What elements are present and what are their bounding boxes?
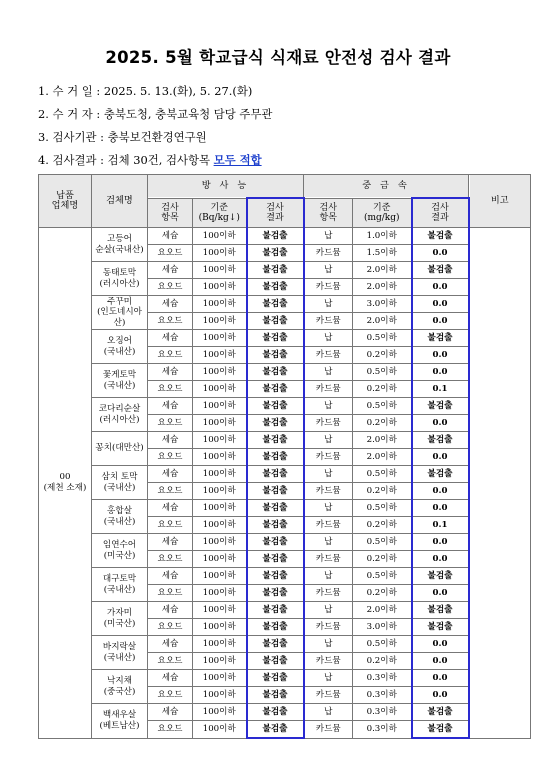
food-name-cell: 대구토막 (국내산) — [92, 568, 148, 602]
hm-result-cell: 0.0 — [412, 364, 469, 381]
food-name-cell: 홍합살 (국내산) — [92, 500, 148, 534]
hm-std-cell: 2.0이하 — [353, 449, 412, 466]
rad-item-cell: 세슘 — [148, 262, 193, 279]
rad-result-cell: 불검출 — [247, 296, 304, 313]
info-value: 충북보건환경연구원 — [107, 130, 207, 144]
hm-std-cell: 0.2이하 — [353, 347, 412, 364]
rad-item-cell: 세슘 — [148, 602, 193, 619]
food-name-cell: 임연수어 (미국산) — [92, 534, 148, 568]
rad-std-cell: 100이하 — [193, 313, 247, 330]
hm-result-cell: 0.0 — [412, 347, 469, 364]
rad-result-cell: 불검출 — [247, 687, 304, 704]
rad-item-cell: 세슘 — [148, 534, 193, 551]
hm-std-cell: 2.0이하 — [353, 313, 412, 330]
hm-item-cell: 카드뮴 — [304, 687, 353, 704]
food-name-cell: 가자미 (미국산) — [92, 602, 148, 636]
rad-std-cell: 100이하 — [193, 517, 247, 534]
food-name-cell: 코다리순살 (러시아산) — [92, 398, 148, 432]
hm-item-cell: 납 — [304, 568, 353, 585]
header-category: 납품 업체명 — [39, 175, 92, 228]
hm-item-cell: 카드뮴 — [304, 313, 353, 330]
rad-result-cell: 불검출 — [247, 517, 304, 534]
rad-result-cell: 불검출 — [247, 670, 304, 687]
rad-result-cell: 불검출 — [247, 483, 304, 500]
header-rad-std: 기준 (Bq/kg↓) — [193, 198, 247, 228]
food-name-cell: 주꾸미 (인도네시아산) — [92, 296, 148, 330]
hm-std-cell: 0.2이하 — [353, 483, 412, 500]
note-cell — [469, 228, 531, 739]
info-value: 2025. 5. 13.(화), 5. 27.(화) — [103, 84, 253, 98]
rad-item-cell: 요오드 — [148, 279, 193, 296]
rad-std-cell: 100이하 — [193, 704, 247, 721]
rad-result-cell: 불검출 — [247, 585, 304, 602]
header-note: 비고 — [469, 175, 531, 228]
hm-std-cell: 0.5이하 — [353, 466, 412, 483]
header-heavy-metal: 중 금 속 — [304, 175, 469, 199]
hm-std-cell: 0.5이하 — [353, 636, 412, 653]
table-row — [39, 704, 531, 721]
rad-item-cell: 요오드 — [148, 551, 193, 568]
rad-item-cell: 요오드 — [148, 313, 193, 330]
rad-std-cell: 100이하 — [193, 636, 247, 653]
food-name-cell: 바지락살 (국내산) — [92, 636, 148, 670]
hm-item-cell: 카드뮴 — [304, 347, 353, 364]
hm-result-cell: 불검출 — [412, 228, 469, 245]
rad-result-cell: 불검출 — [247, 602, 304, 619]
rad-std-cell: 100이하 — [193, 432, 247, 449]
table-row — [39, 262, 531, 279]
rad-result-cell: 불검출 — [247, 636, 304, 653]
rad-std-cell: 100이하 — [193, 500, 247, 517]
food-name-cell: 고등어 순살(국내산) — [92, 228, 148, 262]
hm-std-cell: 2.0이하 — [353, 602, 412, 619]
hm-item-cell: 카드뮴 — [304, 517, 353, 534]
table-row — [39, 636, 531, 653]
table-row — [39, 296, 531, 313]
rad-std-cell: 100이하 — [193, 245, 247, 262]
hm-result-cell: 불검출 — [412, 619, 469, 636]
hm-result-cell: 불검출 — [412, 466, 469, 483]
info-line-collector — [38, 106, 272, 122]
food-name-cell: 동태토막 (러시아산) — [92, 262, 148, 296]
rad-std-cell: 100이하 — [193, 551, 247, 568]
hm-item-cell: 카드뮴 — [304, 585, 353, 602]
hm-std-cell: 2.0이하 — [353, 432, 412, 449]
hm-result-cell: 불검출 — [412, 568, 469, 585]
rad-item-cell: 요오드 — [148, 245, 193, 262]
rad-std-cell: 100이하 — [193, 585, 247, 602]
results-table-body — [39, 228, 531, 739]
table-row — [39, 670, 531, 687]
page-title: 2025. 5월 학교급식 식재료 안전성 검사 결과 — [105, 48, 451, 67]
rad-std-cell: 100이하 — [193, 262, 247, 279]
hm-result-cell: 0.0 — [412, 653, 469, 670]
rad-result-cell: 불검출 — [247, 279, 304, 296]
hm-item-cell: 카드뮴 — [304, 619, 353, 636]
hm-std-cell: 0.2이하 — [353, 653, 412, 670]
hm-result-cell: 불검출 — [412, 330, 469, 347]
hm-item-cell: 카드뮴 — [304, 449, 353, 466]
hm-result-cell: 0.0 — [412, 449, 469, 466]
rad-item-cell: 요오드 — [148, 619, 193, 636]
hm-item-cell: 납 — [304, 704, 353, 721]
rad-std-cell: 100이하 — [193, 534, 247, 551]
rad-result-cell: 불검출 — [247, 313, 304, 330]
header-rad-result: 검사 결과 — [247, 198, 304, 228]
hm-item-cell: 납 — [304, 432, 353, 449]
header-hm-std: 기준 (mg/kg) — [353, 198, 412, 228]
rad-std-cell: 100이하 — [193, 279, 247, 296]
hm-result-cell: 0.0 — [412, 279, 469, 296]
rad-result-cell: 불검출 — [247, 568, 304, 585]
hm-item-cell: 카드뮴 — [304, 483, 353, 500]
rad-item-cell: 세슘 — [148, 670, 193, 687]
header-radiation: 방 사 능 — [148, 175, 304, 199]
hm-item-cell: 카드뮴 — [304, 415, 353, 432]
hm-item-cell: 카드뮴 — [304, 279, 353, 296]
info-label: 1. 수 거 일 : — [38, 84, 101, 98]
rad-item-cell: 세슘 — [148, 398, 193, 415]
rad-std-cell: 100이하 — [193, 568, 247, 585]
table-row — [39, 330, 531, 347]
rad-std-cell: 100이하 — [193, 721, 247, 739]
hm-result-cell: 불검출 — [412, 398, 469, 415]
table-row — [39, 432, 531, 449]
hm-std-cell: 0.5이하 — [353, 568, 412, 585]
hm-result-cell: 불검출 — [412, 432, 469, 449]
table-row — [39, 466, 531, 483]
result-highlight: 모두 적합 — [213, 153, 262, 167]
rad-std-cell: 100이하 — [193, 687, 247, 704]
hm-std-cell: 0.5이하 — [353, 534, 412, 551]
rad-item-cell: 세슘 — [148, 364, 193, 381]
rad-item-cell: 세슘 — [148, 228, 193, 245]
hm-std-cell: 1.0이하 — [353, 228, 412, 245]
rad-std-cell: 100이하 — [193, 483, 247, 500]
header-rad-item: 검사 항목 — [148, 198, 193, 228]
hm-item-cell: 납 — [304, 296, 353, 313]
rad-result-cell: 불검출 — [247, 347, 304, 364]
rad-std-cell: 100이하 — [193, 619, 247, 636]
rad-std-cell: 100이하 — [193, 449, 247, 466]
rad-item-cell: 요오드 — [148, 347, 193, 364]
hm-result-cell: 0.0 — [412, 483, 469, 500]
table-row — [39, 228, 531, 245]
rad-item-cell: 요오드 — [148, 415, 193, 432]
food-name-cell: 꽁치(대만산) — [92, 432, 148, 466]
table-row — [39, 500, 531, 517]
hm-item-cell: 납 — [304, 636, 353, 653]
rad-item-cell: 세슘 — [148, 636, 193, 653]
info-line-result — [38, 152, 262, 168]
table-row — [39, 568, 531, 585]
hm-result-cell: 0.0 — [412, 245, 469, 262]
rad-item-cell: 요오드 — [148, 483, 193, 500]
hm-std-cell: 0.3이하 — [353, 687, 412, 704]
hm-item-cell: 납 — [304, 364, 353, 381]
hm-std-cell: 3.0이하 — [353, 619, 412, 636]
hm-item-cell: 납 — [304, 534, 353, 551]
table-row — [39, 364, 531, 381]
hm-item-cell: 납 — [304, 398, 353, 415]
header-hm-result: 검사 결과 — [412, 198, 469, 228]
hm-result-cell: 0.0 — [412, 585, 469, 602]
rad-item-cell: 요오드 — [148, 687, 193, 704]
rad-std-cell: 100이하 — [193, 466, 247, 483]
hm-item-cell: 카드뮴 — [304, 721, 353, 739]
rad-result-cell: 불검출 — [247, 534, 304, 551]
food-name-cell: 백새우살 (베트남산) — [92, 704, 148, 739]
hm-item-cell: 납 — [304, 330, 353, 347]
hm-result-cell: 0.0 — [412, 687, 469, 704]
hm-item-cell: 납 — [304, 602, 353, 619]
rad-std-cell: 100이하 — [193, 330, 247, 347]
hm-item-cell: 카드뮴 — [304, 551, 353, 568]
table-row — [39, 534, 531, 551]
rad-result-cell: 불검출 — [247, 653, 304, 670]
hm-std-cell: 0.3이하 — [353, 670, 412, 687]
rad-std-cell: 100이하 — [193, 670, 247, 687]
rad-result-cell: 불검출 — [247, 330, 304, 347]
hm-item-cell: 납 — [304, 670, 353, 687]
info-value: 충북도청, 충북교육청 담당 주무관 — [103, 107, 273, 121]
rad-result-cell: 불검출 — [247, 245, 304, 262]
table-row — [39, 398, 531, 415]
rad-result-cell: 불검출 — [247, 721, 304, 739]
header-row-main — [39, 175, 531, 199]
rad-result-cell: 불검출 — [247, 262, 304, 279]
hm-result-cell: 불검출 — [412, 602, 469, 619]
table-row — [39, 602, 531, 619]
info-line-collection-date — [38, 83, 252, 99]
hm-item-cell: 카드뮴 — [304, 653, 353, 670]
rad-item-cell: 세슘 — [148, 296, 193, 313]
rad-std-cell: 100이하 — [193, 415, 247, 432]
hm-result-cell: 0.0 — [412, 415, 469, 432]
rad-result-cell: 불검출 — [247, 551, 304, 568]
rad-item-cell: 요오드 — [148, 517, 193, 534]
category-cell: 00 (제천 소재) — [39, 228, 92, 739]
hm-std-cell: 0.2이하 — [353, 415, 412, 432]
food-name-cell: 낙지채 (중국산) — [92, 670, 148, 704]
hm-result-cell: 0.0 — [412, 534, 469, 551]
hm-item-cell: 납 — [304, 228, 353, 245]
rad-std-cell: 100이하 — [193, 653, 247, 670]
rad-item-cell: 요오드 — [148, 653, 193, 670]
info-label: 4. 검사결과 : — [38, 153, 104, 167]
rad-std-cell: 100이하 — [193, 364, 247, 381]
hm-result-cell: 0.0 — [412, 670, 469, 687]
hm-item-cell: 카드뮴 — [304, 381, 353, 398]
food-name-cell: 꽃게토막 (국내산) — [92, 364, 148, 398]
rad-item-cell: 요오드 — [148, 381, 193, 398]
rad-std-cell: 100이하 — [193, 296, 247, 313]
header-hm-item: 검사 항목 — [304, 198, 353, 228]
hm-result-cell: 0.0 — [412, 500, 469, 517]
rad-std-cell: 100이하 — [193, 228, 247, 245]
rad-result-cell: 불검출 — [247, 500, 304, 517]
hm-result-cell: 불검출 — [412, 721, 469, 739]
rad-item-cell: 요오드 — [148, 721, 193, 739]
hm-result-cell: 0.0 — [412, 313, 469, 330]
hm-std-cell: 2.0이하 — [353, 262, 412, 279]
hm-std-cell: 0.2이하 — [353, 381, 412, 398]
rad-std-cell: 100이하 — [193, 602, 247, 619]
hm-std-cell: 3.0이하 — [353, 296, 412, 313]
rad-result-cell: 불검출 — [247, 364, 304, 381]
hm-result-cell: 0.0 — [412, 551, 469, 568]
rad-item-cell: 세슘 — [148, 500, 193, 517]
rad-item-cell: 세슘 — [148, 330, 193, 347]
rad-result-cell: 불검출 — [247, 704, 304, 721]
hm-std-cell: 1.5이하 — [353, 245, 412, 262]
rad-item-cell: 세슘 — [148, 432, 193, 449]
hm-std-cell: 0.2이하 — [353, 551, 412, 568]
header-food: 검체명 — [92, 175, 148, 228]
rad-result-cell: 불검출 — [247, 398, 304, 415]
hm-std-cell: 0.2이하 — [353, 585, 412, 602]
hm-item-cell: 납 — [304, 500, 353, 517]
rad-item-cell: 세슘 — [148, 568, 193, 585]
hm-std-cell: 0.3이하 — [353, 721, 412, 739]
hm-result-cell: 불검출 — [412, 262, 469, 279]
info-value: 검체 30건, 검사항목 — [107, 153, 210, 167]
rad-std-cell: 100이하 — [193, 381, 247, 398]
hm-item-cell: 카드뮴 — [304, 245, 353, 262]
info-label: 3. 검사기관 : — [38, 130, 104, 144]
rad-std-cell: 100이하 — [193, 398, 247, 415]
rad-result-cell: 불검출 — [247, 228, 304, 245]
hm-std-cell: 0.5이하 — [353, 330, 412, 347]
hm-result-cell: 0.1 — [412, 381, 469, 398]
rad-std-cell: 100이하 — [193, 347, 247, 364]
food-name-cell: 삼치 토막 (국내산) — [92, 466, 148, 500]
info-line-lab — [38, 129, 207, 145]
hm-std-cell: 0.2이하 — [353, 517, 412, 534]
hm-item-cell: 납 — [304, 466, 353, 483]
hm-std-cell: 0.3이하 — [353, 704, 412, 721]
rad-result-cell: 불검출 — [247, 432, 304, 449]
rad-item-cell: 세슘 — [148, 704, 193, 721]
rad-result-cell: 불검출 — [247, 619, 304, 636]
rad-item-cell: 요오드 — [148, 449, 193, 466]
rad-result-cell: 불검출 — [247, 415, 304, 432]
hm-std-cell: 0.5이하 — [353, 500, 412, 517]
hm-std-cell: 2.0이하 — [353, 279, 412, 296]
hm-result-cell: 0.0 — [412, 636, 469, 653]
results-table — [38, 174, 531, 739]
rad-item-cell: 세슘 — [148, 466, 193, 483]
hm-item-cell: 납 — [304, 262, 353, 279]
hm-std-cell: 0.5이하 — [353, 398, 412, 415]
rad-result-cell: 불검출 — [247, 449, 304, 466]
hm-result-cell: 불검출 — [412, 704, 469, 721]
food-name-cell: 오징어 (국내산) — [92, 330, 148, 364]
hm-result-cell: 0.0 — [412, 296, 469, 313]
hm-std-cell: 0.5이하 — [353, 364, 412, 381]
info-label: 2. 수 거 자 : — [38, 107, 101, 121]
hm-result-cell: 0.1 — [412, 517, 469, 534]
rad-item-cell: 요오드 — [148, 585, 193, 602]
rad-result-cell: 불검출 — [247, 381, 304, 398]
rad-result-cell: 불검출 — [247, 466, 304, 483]
